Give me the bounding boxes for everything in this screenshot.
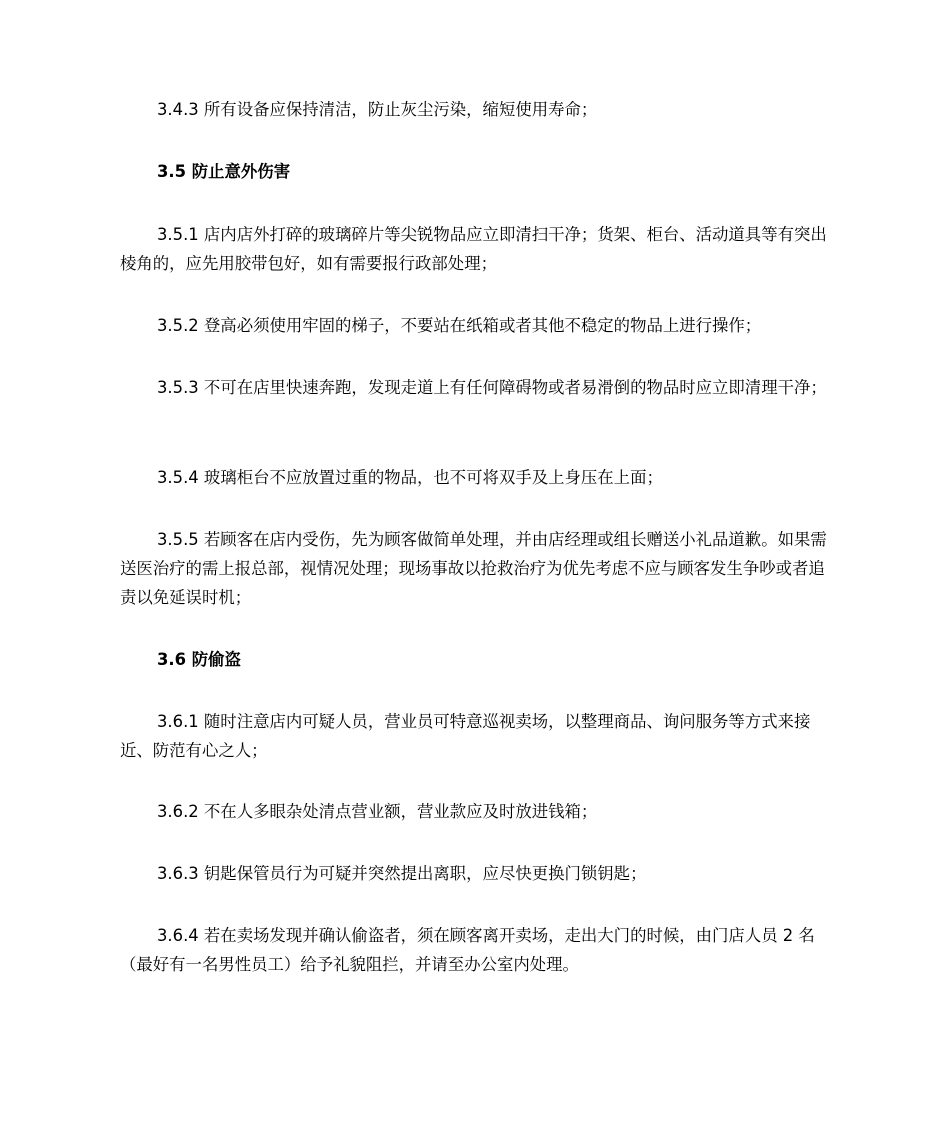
paragraph-3-5-1: 3.5.1 店内店外打碎的玻璃碎片等尖锐物品应立即清扫干净；货架、柜台、活动道具等有突出棱角的，应先用胶带包好，如有需要报行政部处理； bbox=[120, 225, 827, 273]
paragraph-3-6-3: 3.6.3 钥匙保管员行为可疑并突然提出离职，应尽快更换门锁钥匙； bbox=[157, 864, 647, 883]
paragraph-3-6-1: 3.6.1 随时注意店内可疑人员，营业员可特意巡视卖场，以整理商品、询问服务等方式来接近、防范有心之人； bbox=[120, 712, 811, 760]
section-heading-3-5: 3.5 防止意外伤害 bbox=[157, 162, 291, 181]
paragraph-3-5-5: 3.5.5 若顾客在店内受伤，先为顾客做简单处理，并由店经理或组长赠送小礼品道歉。如果需送医治疗的需上报总部，视情况处理；现场事故以抢救治疗为优先考虑不应与顾客发生争吵或者追责以免延误时机； bbox=[120, 530, 827, 607]
paragraph-3-6-2: 3.6.2 不在人多眼杂处清点营业额，营业款应及时放进钱箱； bbox=[157, 802, 598, 821]
paragraph-3-5-3: 3.5.3 不可在店里快速奔跑，发现走道上有任何障碍物或者易滑倒的物品时应立即清理干净； bbox=[157, 378, 827, 397]
paragraph-3-5-4: 3.5.4 玻璃柜台不应放置过重的物品，也不可将双手及上身压在上面； bbox=[157, 468, 663, 487]
section-heading-3-6: 3.6 防偷盗 bbox=[157, 650, 241, 669]
paragraph-3-5-2: 3.5.2 登高必须使用牢固的梯子，不要站在纸箱或者其他不稳定的物品上进行操作； bbox=[157, 316, 762, 335]
paragraph-3-4-3: 3.4.3 所有设备应保持清洁，防止灰尘污染，缩短使用寿命； bbox=[157, 100, 598, 119]
paragraph-3-6-4: 3.6.4 若在卖场发现并确认偷盗者，须在顾客离开卖场，走出大门的时候，由门店人员 2 名（最好有一名男性员工）给予礼貌阻拦，并请至办公室内处理。 bbox=[120, 926, 815, 974]
